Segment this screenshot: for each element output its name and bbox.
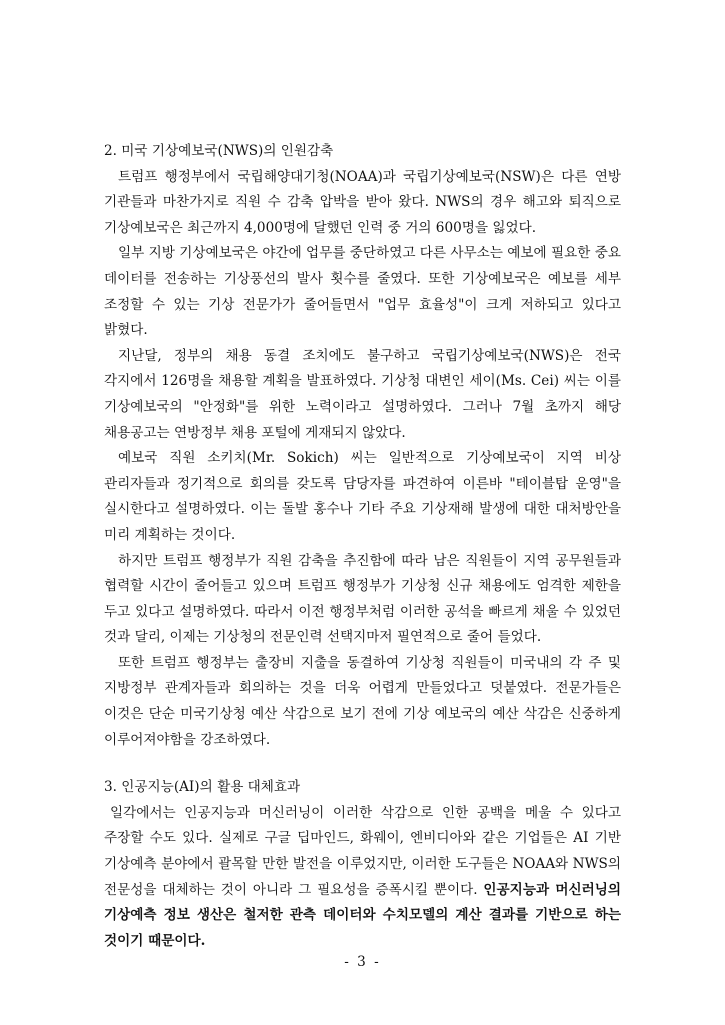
section-2-paragraph-2: 일부 지방 기상예보국은 야간에 업무를 중단하였고 다른 사무소는 예보에 필요한 중요 데이터를 전송하는 기상풍선의 발사 횟수를 줄였다. 또한 기상예보국은 예보를 세부 조정할 수 있는 기상 전문가가 줄어들면서 "업무 효율성"이 크게 저하되고 있다고 밝혔다. bbox=[104, 245, 621, 339]
section-3-emphasis: 인공지능과 머신러닝의 기상예측 정보 생산은 철저한 관측 데이터와 수치모델의 계산 결과를 기반으로 하는 것이기 때문이다. bbox=[104, 881, 621, 949]
section-2-title: 2. 미국 기상예보국(NWS)의 인원감축 bbox=[104, 143, 334, 159]
section-2-paragraph-5: 하지만 트럼프 행정부가 직원 감축을 추진함에 따라 남은 직원들이 지역 공무원들과 협력할 시간이 줄어들고 있으며 트럼프 행정부가 기상청 신규 채용에도 엄격한 제한을 두고 있다고 설명하였다. 따라서 이전 행정부처럼 이러한 공석을 빠르게 채울 수 있었던 것과 달리, 이제는 기상청의 전문인력 선택지마저 필연적으로 줄어 들었다. bbox=[104, 552, 621, 646]
section-2-paragraph-4: 예보국 직원 소키치(Mr. Sokich) 씨는 일반적으로 기상예보국이 지역 비상 관리자들과 정기적으로 회의를 갖도록 담당자를 파견하여 이른바 "테이블탑 운영"을 실시한다고 설명하였다. 이는 돌발 홍수나 기타 주요 기상재해 발생에 대한 대처방안을 미리 계획하는 것이다. bbox=[104, 450, 621, 543]
document-body bbox=[104, 139, 621, 954]
section-3-title: 3. 인공지능(AI)의 활용 대체효과 bbox=[104, 779, 301, 796]
page-number: - 3 - bbox=[344, 954, 381, 970]
section-gap bbox=[104, 753, 621, 775]
section-2-paragraph-6: 또한 트럼프 행정부는 출장비 지출을 동결하여 기상청 직원들이 미국내의 각 주 및 지방정부 관계자들과 회의하는 것을 더욱 어렵게 만들었다고 덧붙였다. 전문가들은 이것은 단순 미국기상청 예산 삭감으로 보기 전에 기상 예보국의 예산 삭감은 신중하게 이루어져야함을 강조하였다. bbox=[104, 654, 621, 748]
section-2-paragraph-3: 지난달, 정부의 채용 동결 조치에도 불구하고 국립기상예보국(NWS)은 전국 각지에서 126명을 채용할 계획을 발표하였다. 기상청 대변인 세이(Ms. Cei) 씨는 이를 기상예보국의 "안정화"를 위한 노력이라고 설명하였다. 그러나 7월 초까지 해당 채용공고는 연방정부 채용 포털에 게재되지 않았다. bbox=[104, 347, 621, 441]
section-2-paragraph-1: 트럼프 행정부에서 국립해양대기청(NOAA)과 국립기상예보국(NSW)은 다른 연방 기관들과 마찬가지로 직원 수 감축 압박을 받아 왔다. NWS의 경우 해고와 퇴직으로 기상예보국은 최근까지 4,000명에 달했던 인력 중 거의 600명을 잃었다. bbox=[104, 168, 621, 236]
section-3-paragraph bbox=[104, 801, 621, 955]
section-3-text: 일각에서는 인공지능과 머신러닝이 이러한 삭감으로 인한 공백을 메울 수 있다고 주장할 수도 있다. 실제로 구글 딥마인드, 화웨이, 엔비디아와 같은 기업들은 AI 기반 기상예측 분야에서 괄목할 만한 발전을 이루었지만, 이러한 도구들은 NOAA와 NWS의 전문성을 대체하는 것이 아니라 그 필요성을 증폭시킬 뿐이다. bbox=[104, 804, 621, 898]
